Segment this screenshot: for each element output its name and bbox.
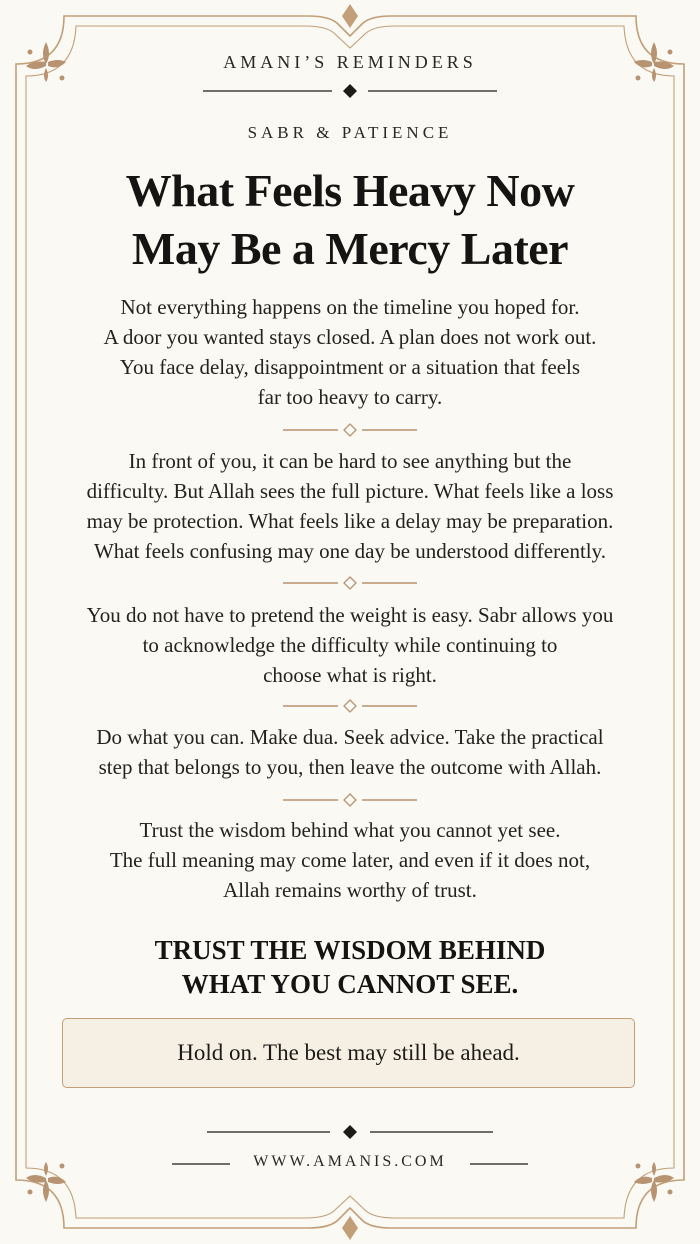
- paragraph-line: Trust the wisdom behind what you cannot yet see.: [139, 818, 561, 842]
- paragraph-4: [40, 722, 660, 782]
- headline: [0, 162, 700, 278]
- paragraph-line: choose what is right.: [263, 663, 437, 687]
- website-url: WWW.AMANIS.COM: [253, 1153, 447, 1170]
- emphasis-line: TRUST THE WISDOM BEHIND: [154, 935, 546, 965]
- emphasis-statement: [0, 933, 700, 1001]
- paragraph-line: may be protection. What feels like a delay may be preparation.: [86, 509, 614, 533]
- paragraph-line: What feels confusing may one day be understood differently.: [93, 539, 606, 563]
- paragraph-line: to acknowledge the difficulty while continuing to: [142, 633, 558, 657]
- paragraph-line: step that belongs to you, then leave the outcome with Allah.: [98, 755, 602, 779]
- paragraph-3: [40, 600, 660, 690]
- paragraph-line: Allah remains worthy of trust.: [223, 878, 477, 902]
- paragraph-line: The full meaning may come later, and even if it does not,: [109, 848, 591, 872]
- paragraph-line: You do not have to pretend the weight is easy. Sabr allows you: [86, 603, 614, 627]
- headline-line: What Feels Heavy Now: [125, 165, 575, 216]
- paragraph-line: difficulty. But Allah sees the full picture. What feels like a loss: [86, 479, 614, 503]
- paragraph-line: In front of you, it can be hard to see anything but the: [128, 449, 572, 473]
- callout-box: Hold on. The best may still be ahead.: [62, 1018, 635, 1088]
- paragraph-line: Do what you can. Make dua. Seek advice. Take the practical: [96, 725, 604, 749]
- category-label: SABR & PATIENCE: [247, 123, 453, 142]
- emphasis-line: WHAT YOU CANNOT SEE.: [181, 969, 519, 999]
- paragraph-1: [40, 292, 660, 412]
- paragraph-line: You face delay, disappointment or a situation that feels: [119, 355, 581, 379]
- paragraph-line: A door you wanted stays closed. A plan does not work out.: [103, 325, 597, 349]
- paragraph-2: [40, 446, 660, 566]
- paragraph-line: far too heavy to carry.: [257, 385, 443, 409]
- paragraph-5: [40, 815, 660, 905]
- brand-title: AMANI’S REMINDERS: [223, 52, 477, 72]
- headline-line: May Be a Mercy Later: [131, 223, 569, 274]
- paragraph-line: Not everything happens on the timeline you hoped for.: [120, 295, 580, 319]
